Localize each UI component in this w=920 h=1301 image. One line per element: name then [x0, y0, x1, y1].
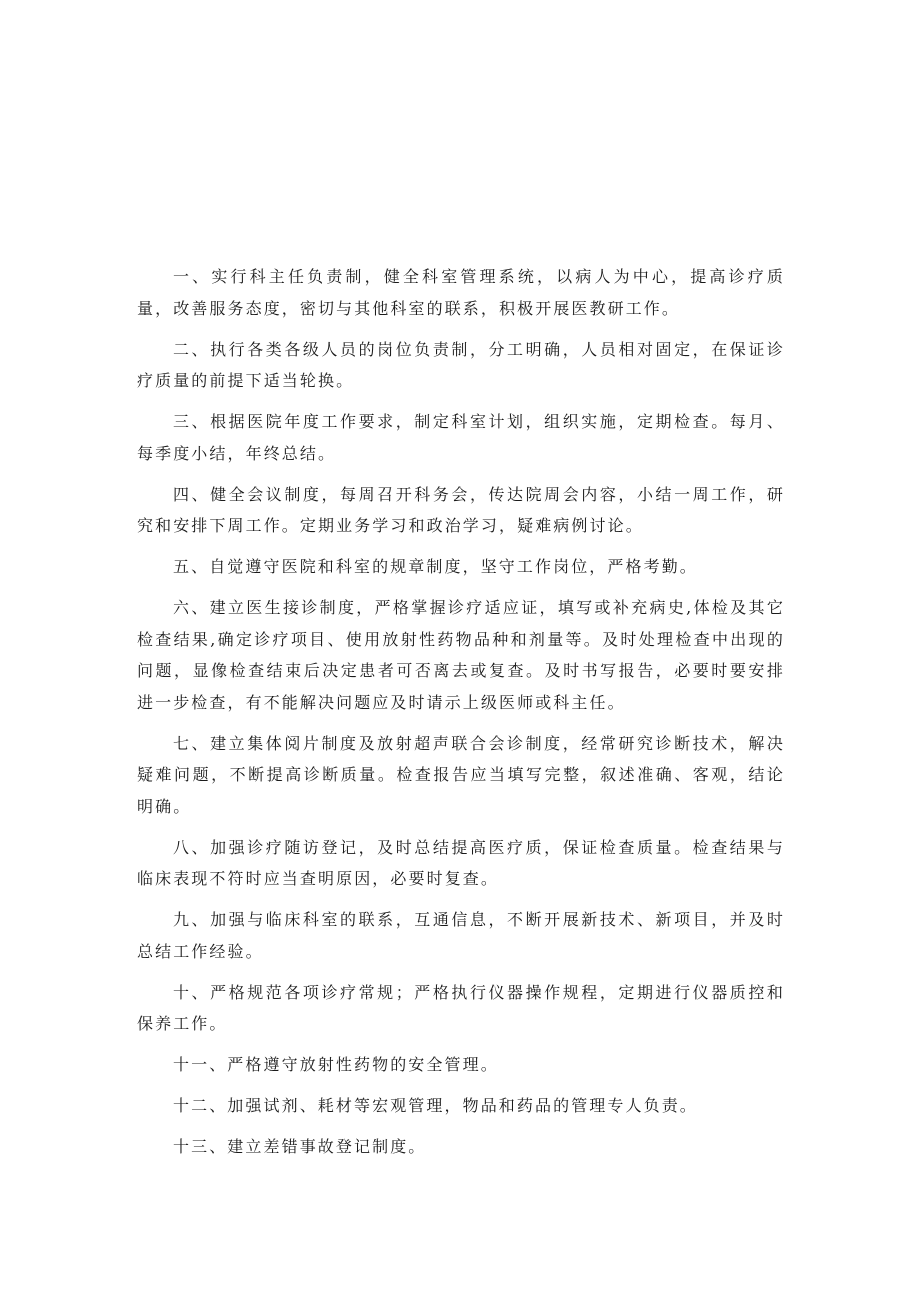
paragraph-3: 三、根据医院年度工作要求，制定科室计划，组织实施，定期检查。每月、每季度小结，年终总结。 — [137, 412, 785, 463]
paragraph-12: 十二、加强试剂、耗材等宏观管理，物品和药品的管理专人负责。 — [173, 1096, 698, 1115]
paragraph-8: 八、加强诊疗随访登记，及时总结提高医疗质，保证检查质量。检查结果与临床表现不符时应当查明原因，必要时复查。 — [137, 837, 785, 888]
paragraph-4: 四、健全会议制度，每周召开科务会，传达院周会内容，小结一周工作，研究和安排下周工作。定期业务学习和政治学习，疑难病例讨论。 — [137, 484, 785, 535]
paragraph-6: 六、建立医生接诊制度，严格掌握诊疗适应证，填写或补充病史,体检及其它检查结果,确定诊疗项目、使用放射性药物品种和剂量等。及时处理检查中出现的问题，显像检查结束后决定患者可否离去或复查。及时书写报告，必要时要安排进一步检查，有不能解决问题应及时请示上级医师或科主任。 — [137, 598, 785, 712]
paragraph-7: 七、建立集体阅片制度及放射超声联合会诊制度，经常研究诊断技术，解决疑难问题，不断提高诊断质量。检查报告应当填写完整，叙述准确、客观，结论明确。 — [137, 733, 785, 816]
paragraph-5: 五、自觉遵守医院和科室的规章制度，坚守工作岗位，严格考勤。 — [173, 557, 698, 576]
paragraph-13: 十三、建立差错事故登记制度。 — [173, 1137, 427, 1156]
paragraph-10: 十、严格规范各项诊疗常规；严格执行仪器操作规程，定期进行仪器质控和保养工作。 — [137, 982, 785, 1033]
paragraph-9: 九、加强与临床科室的联系，互通信息，不断开展新技术、新项目，并及时总结工作经验。 — [137, 910, 785, 961]
paragraph-2: 二、执行各类各级人员的岗位负责制，分工明确，人员相对固定，在保证诊疗质量的前提下适当轮换。 — [137, 339, 785, 390]
paragraph-1: 一、实行科主任负责制，健全科室管理系统，以病人为中心，提高诊疗质量，改善服务态度，密切与其他科室的联系，积极开展医教研工作。 — [137, 267, 785, 318]
paragraph-11: 十一、严格遵守放射性药物的安全管理。 — [173, 1055, 499, 1074]
document-body — [137, 261, 785, 1172]
